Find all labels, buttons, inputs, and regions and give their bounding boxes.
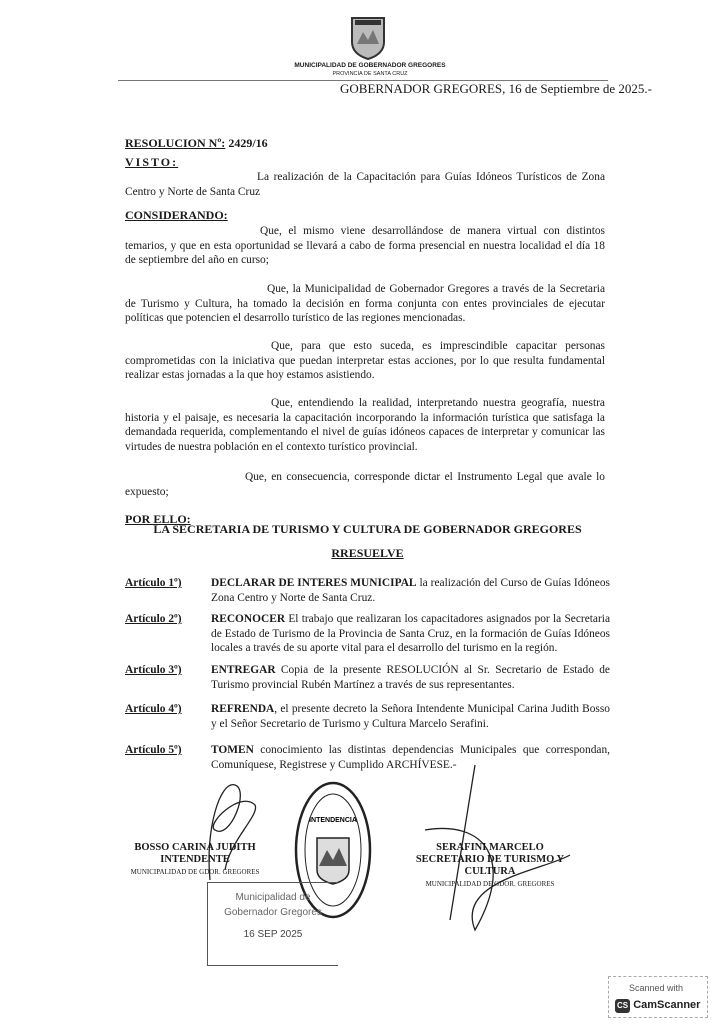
por-ello-heading: POR ELLO: bbox=[125, 512, 191, 526]
authority-line: LA SECRETARIA DE TURISMO Y CULTURA DE GOBERNADOR GREGORES bbox=[153, 522, 582, 536]
considerando-heading: CONSIDERANDO: bbox=[125, 208, 228, 222]
signature-block-secretario: SERAFINI MARCELO SECRETARIO DE TURISMO Y CULTURA MUNICIPALIDAD DE GDOR. GREGORES bbox=[415, 842, 565, 888]
visto-heading: VISTO: bbox=[125, 155, 179, 169]
article-2: Artículo 2º) RECONOCER El trabajo que realizaran los capacitadores asignados por la Secretaria de Estado de Turismo de la Provincia de Santa Cruz, en la formación de Guías Idóneos locales a través de su aporte vital para el desarrollo del turismo en la región. bbox=[125, 613, 610, 655]
resolution-number: RESOLUCION Nº: 2429/16 bbox=[125, 136, 268, 150]
seal-center-text: INTENDENCIA bbox=[309, 817, 357, 824]
camscanner-logo-icon: CS bbox=[615, 999, 630, 1014]
considerando-paragraph: Que, la Municipalidad de Gobernador Gregores a través de la Secretaria de Turismo y Cultura, ha tomado la decisión en forma conjunta con entes provinciales de ejecutar políticas que potencien el desarrollo turístico de las regiones mencionadas. bbox=[125, 283, 605, 325]
received-stamp: Municipalidad de Gobernador Gregores 16 SEP 2025 bbox=[207, 882, 338, 966]
letterhead bbox=[270, 62, 470, 78]
considerando-paragraph: Que, el mismo viene desarrollándose de manera virtual con distintos temarios, y que en esta oportunidad se llevará a cabo de forma presencial en nuestra localidad el día 18 de septiembre del año en curso; bbox=[125, 225, 605, 267]
article-1: Artículo 1º) DECLARAR DE INTERES MUNICIPAL la realización del Curso de Guías Idóneos Zona Centro y Norte de Santa Cruz. bbox=[125, 577, 610, 604]
visto-text: La realización de la Capacitación para Guías Idóneos Turísticos de Zona Centro y Norte de Santa Cruz bbox=[125, 171, 605, 198]
considerando-paragraph: Que, para que esto suceda, es imprescindible capacitar personas comprometidas con la iniciativa que puedan interpretar estas acciones, por lo que resulta fundamental realizar estas jornadas a la que hoy estamos asistiendo. bbox=[125, 340, 605, 382]
date-line: GOBERNADOR GREGORES, 16 de Septiembre de 2025.- bbox=[340, 81, 652, 96]
article-4: Artículo 4º) REFRENDA, el presente decreto la Señora Intendente Municipal Carina Judith Bosso y el Señor Secretario de Turismo y Cultura Marcelo Serafini. bbox=[125, 703, 610, 730]
province-name: PROVINCIA DE SANTA CRUZ bbox=[332, 71, 408, 77]
resuelve-heading: RRESUELVE bbox=[331, 546, 404, 560]
article-5: Artículo 5º) TOMEN conocimiento las distintas dependencias Municipales que correspondan, Comuníquese, Registrese y Cumplido ARCHÍVESE.- bbox=[125, 744, 610, 771]
considerando-paragraph: Que, en consecuencia, corresponde dictar el Instrumento Legal que avale lo expuesto; bbox=[125, 471, 605, 498]
municipality-name: MUNICIPALIDAD DE GOBERNADOR GREGORES bbox=[294, 62, 446, 69]
camscanner-watermark: Scanned with CS CamScanner bbox=[608, 976, 708, 1018]
considerando-paragraph: Que, entendiendo la realidad, interpretando nuestra geografía, nuestra historia y el paisaje, es necesaria la capacitación incorporando la información turística que satisfaga la demandada requerida, complementando el nivel de guías idóneos capaces de interpretar y comunicar las virtudes de nuestra población en el contexto turístico provincial. bbox=[125, 397, 605, 453]
signature-block-intendente: BOSSO CARINA JUDITH INTENDENTE MUNICIPALIDAD DE GDOR. GREGORES bbox=[130, 842, 260, 876]
article-3: Artículo 3º) ENTREGAR Copia de la presente RESOLUCIÓN al Sr. Secretario de Estado de Turismo provincial Rubén Martínez a través de sus representantes. bbox=[125, 664, 610, 691]
municipal-crest-logo bbox=[349, 14, 387, 60]
